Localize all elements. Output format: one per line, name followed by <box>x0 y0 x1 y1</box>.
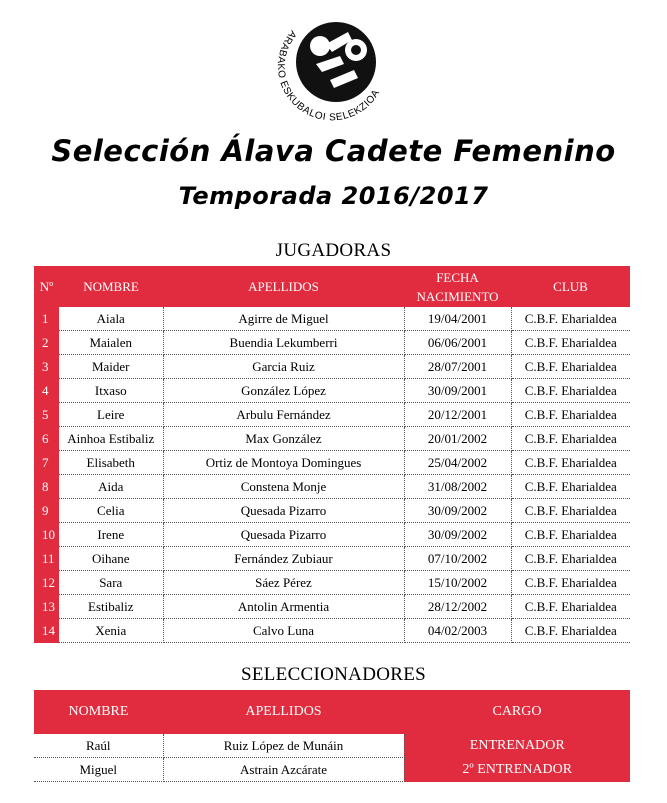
col-birth-line2: NACIMIENTO <box>416 288 499 304</box>
staff-section-title: SELECCIONADORES <box>240 664 426 685</box>
player-club: C.B.F. Eharialdea <box>511 427 630 451</box>
col-surnames-header: APELLIDOS <box>163 266 404 307</box>
player-num: 11 <box>34 547 59 571</box>
player-row <box>34 547 630 571</box>
player-club: C.B.F. Eharialdea <box>511 547 630 571</box>
col-num-header: Nº <box>34 266 59 307</box>
player-surnames: Ortiz de Montoya Domingues <box>163 451 404 475</box>
player-surnames: Quesada Pizarro <box>163 499 404 523</box>
player-name: Oihane <box>59 547 163 571</box>
player-birth-date: 28/07/2001 <box>404 355 511 379</box>
player-name: Itxaso <box>59 379 163 403</box>
player-surnames: Garcia Ruiz <box>163 355 404 379</box>
page-title: Selección Álava Cadete Femenino <box>51 134 616 168</box>
player-club: C.B.F. Eharialdea <box>511 523 630 547</box>
staff-row <box>34 758 630 782</box>
player-num: 3 <box>34 355 59 379</box>
player-birth-date: 30/09/2002 <box>404 523 511 547</box>
staff-col-name-header: NOMBRE <box>34 690 163 734</box>
player-name: Aiala <box>59 307 163 331</box>
players-section-title: JUGADORAS <box>275 240 392 261</box>
player-birth-date: 20/12/2001 <box>404 403 511 427</box>
player-birth-date: 31/08/2002 <box>404 475 511 499</box>
player-club: C.B.F. Eharialdea <box>511 475 630 499</box>
player-name: Ainhoa Estibaliz <box>59 427 163 451</box>
col-birth-line1: FECHA <box>436 269 479 285</box>
player-birth-date: 07/10/2002 <box>404 547 511 571</box>
arabako-eskubaloi-logo <box>270 6 398 130</box>
player-name: Maider <box>59 355 163 379</box>
player-name: Celia <box>59 499 163 523</box>
player-row <box>34 307 630 331</box>
player-name: Estibaliz <box>59 595 163 619</box>
player-club: C.B.F. Eharialdea <box>511 331 630 355</box>
player-birth-date: 28/12/2002 <box>404 595 511 619</box>
player-surnames: González López <box>163 379 404 403</box>
player-surnames: Sáez Pérez <box>163 571 404 595</box>
player-club: C.B.F. Eharialdea <box>511 571 630 595</box>
player-club: C.B.F. Eharialdea <box>511 379 630 403</box>
player-club: C.B.F. Eharialdea <box>511 619 630 643</box>
player-surnames: Calvo Luna <box>163 619 404 643</box>
player-surnames: Arbulu Fernández <box>163 403 404 427</box>
player-row <box>34 331 630 355</box>
player-row <box>34 571 630 595</box>
player-num: 2 <box>34 331 59 355</box>
player-club: C.B.F. Eharialdea <box>511 499 630 523</box>
player-club: C.B.F. Eharialdea <box>511 307 630 331</box>
player-num: 8 <box>34 475 59 499</box>
player-row <box>34 619 630 643</box>
player-surnames: Constena Monje <box>163 475 404 499</box>
player-surnames: Antolin Armentia <box>163 595 404 619</box>
staff-surnames: Astrain Azcárate <box>163 758 404 782</box>
player-num: 4 <box>34 379 59 403</box>
staff-role: 2º ENTRENADOR <box>404 758 630 782</box>
staff-col-role-header: CARGO <box>404 690 630 734</box>
player-surnames: Fernández Zubiaur <box>163 547 404 571</box>
player-name: Xenia <box>59 619 163 643</box>
player-name: Leire <box>59 403 163 427</box>
player-birth-date: 20/01/2002 <box>404 427 511 451</box>
player-birth-date: 15/10/2002 <box>404 571 511 595</box>
staff-name: Miguel <box>34 758 163 782</box>
player-birth-date: 25/04/2002 <box>404 451 511 475</box>
player-club: C.B.F. Eharialdea <box>511 595 630 619</box>
players-table <box>34 266 630 643</box>
player-birth-date: 04/02/2003 <box>404 619 511 643</box>
player-club: C.B.F. Eharialdea <box>511 451 630 475</box>
player-num: 1 <box>34 307 59 331</box>
col-club-header: CLUB <box>511 266 630 307</box>
staff-role: ENTRENADOR <box>404 734 630 758</box>
player-birth-date: 30/09/2001 <box>404 379 511 403</box>
player-row <box>34 499 630 523</box>
player-surnames: Agirre de Miguel <box>163 307 404 331</box>
player-num: 10 <box>34 523 59 547</box>
staff-row <box>34 734 630 758</box>
player-surnames: Quesada Pizarro <box>163 523 404 547</box>
staff-surnames: Ruiz López de Munáin <box>163 734 404 758</box>
player-surnames: Buendia Lekumberri <box>163 331 404 355</box>
player-name: Elisabeth <box>59 451 163 475</box>
staff-name: Raúl <box>34 734 163 758</box>
player-row <box>34 451 630 475</box>
player-club: C.B.F. Eharialdea <box>511 403 630 427</box>
logo-text: ARABAKO ESKUBALOI SELEKZIOA <box>274 28 383 124</box>
players-header-row <box>34 266 630 307</box>
col-name-header: NOMBRE <box>59 266 163 307</box>
player-name: Maialen <box>59 331 163 355</box>
col-birth-header <box>404 266 511 307</box>
player-num: 5 <box>34 403 59 427</box>
player-name: Sara <box>59 571 163 595</box>
player-num: 13 <box>34 595 59 619</box>
player-surnames: Max González <box>163 427 404 451</box>
player-num: 7 <box>34 451 59 475</box>
player-birth-date: 19/04/2001 <box>404 307 511 331</box>
player-num: 9 <box>34 499 59 523</box>
player-birth-date: 30/09/2002 <box>404 499 511 523</box>
player-row <box>34 427 630 451</box>
player-row <box>34 523 630 547</box>
player-row <box>34 355 630 379</box>
season-subtitle: Temporada 2016/2017 <box>178 182 489 210</box>
player-num: 6 <box>34 427 59 451</box>
staff-col-surnames-header: APELLIDOS <box>163 690 404 734</box>
player-num: 14 <box>34 619 59 643</box>
player-row <box>34 379 630 403</box>
player-row <box>34 403 630 427</box>
player-row <box>34 475 630 499</box>
player-name: Irene <box>59 523 163 547</box>
staff-table <box>34 690 630 782</box>
player-club: C.B.F. Eharialdea <box>511 355 630 379</box>
player-num: 12 <box>34 571 59 595</box>
player-row <box>34 595 630 619</box>
staff-header-row <box>34 690 630 734</box>
player-name: Aida <box>59 475 163 499</box>
player-birth-date: 06/06/2001 <box>404 331 511 355</box>
